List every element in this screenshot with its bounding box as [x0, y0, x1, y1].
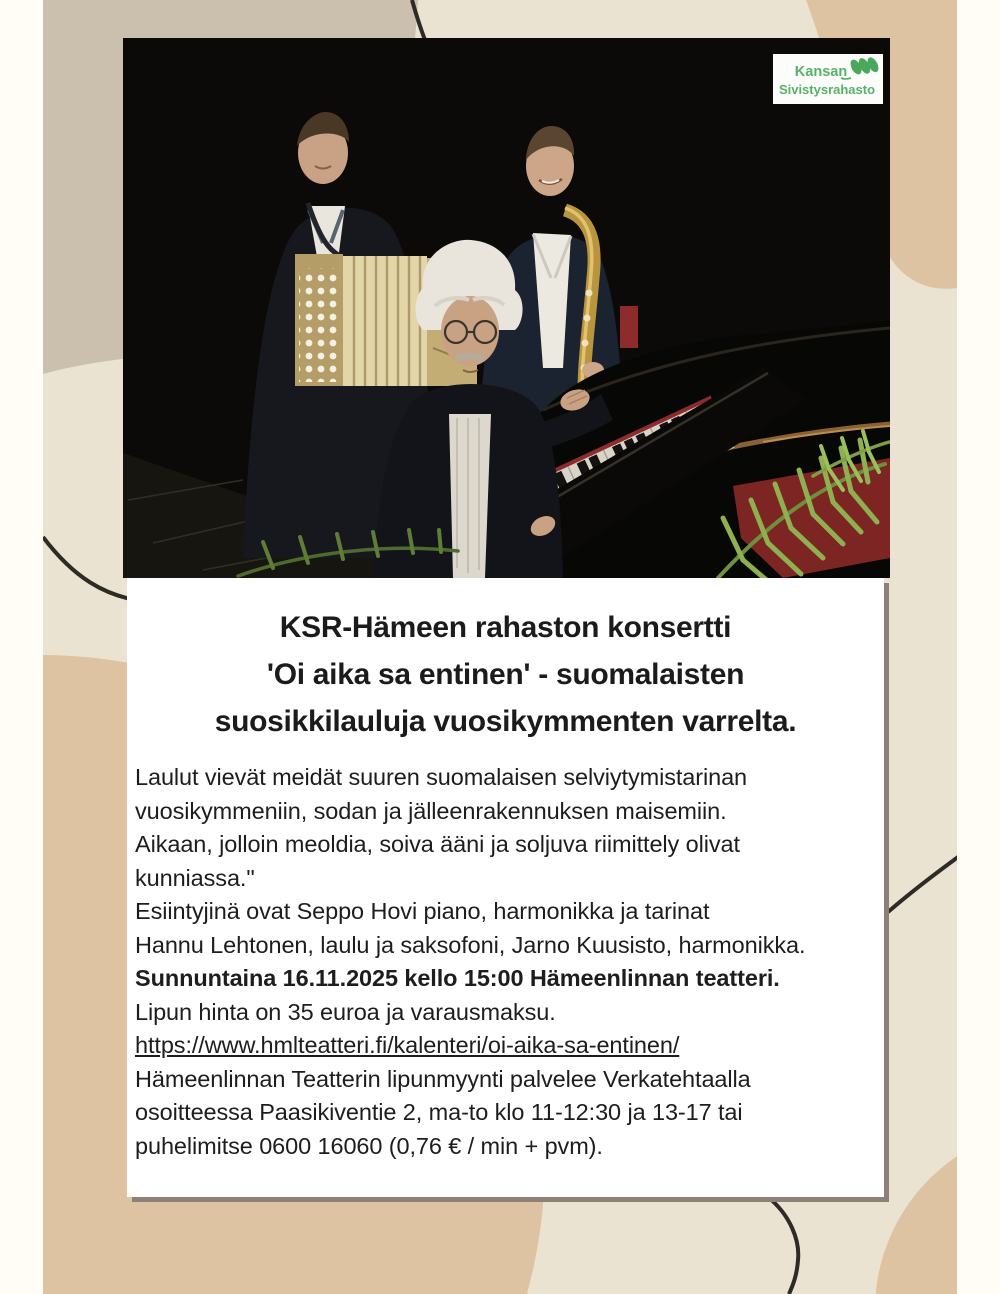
- body-line-3: Aikaan, jolloin meoldia, soiva ääni ja soljuva riimittely olivat: [135, 831, 740, 857]
- box-office-line-2: osoitteessa Paasikiventie 2, ma-to klo 11-12:30 ja 13-17 tai: [135, 1099, 743, 1125]
- body-line-2: vuosikymmeniin, sodan ja jälleenrakennuksen maisemiin.: [135, 797, 727, 824]
- body-line-4: kunniassa.": [135, 864, 255, 891]
- body-line-1: Laulut vievät meidät suuren suomalaisen selviytymistarinan: [135, 764, 748, 790]
- ticket-price: Lipun hinta on 35 euroa ja varausmaksu.: [135, 998, 556, 1025]
- performers-line-1: Esiintyjinä ovat Seppo Hovi piano, harmonikka ja tarinat: [135, 898, 710, 924]
- left-margin: [0, 0, 43, 1294]
- poster-title-line1: KSR-Hämeen rahaston konsertti: [279, 611, 732, 644]
- ticket-link-line: [135, 1029, 876, 1063]
- logo-text-line1: Kansan: [794, 64, 848, 80]
- kansan-sivistysrahasto-logo: [773, 50, 883, 104]
- ticket-link[interactable]: https://www.hmlteatteri.fi/kalenteri/oi-aika-sa-entinen/: [135, 1032, 680, 1058]
- poster-body: [127, 761, 884, 1163]
- logo-text-line2: Sivistysrahasto: [778, 82, 876, 97]
- poster-title: [131, 604, 880, 745]
- event-datetime: Sunnuntaina 16.11.2025 kello 15:00 Hämeenlinnan teatteri.: [135, 965, 780, 991]
- concert-photo: [123, 38, 890, 578]
- text-card: [127, 578, 884, 1197]
- right-margin: [957, 0, 1000, 1294]
- box-office-line-1: Hämeenlinnan Teatterin lipunmyynti palvelee Verkatehtaalla: [135, 1065, 751, 1092]
- poster-title-line2: 'Oi aika sa entinen' - suomalaisten: [266, 658, 745, 691]
- red-cloth: [620, 306, 638, 348]
- poster-title-line3: suosikkilauluja vuosikymmenten varrelta.: [214, 705, 797, 738]
- performers-line-2: Hannu Lehtonen, laulu ja saksofoni, Jarno Kuusisto, harmonikka.: [135, 931, 806, 958]
- box-office-line-3: puhelimitse 0600 16060 (0,76 € / min + pvm).: [135, 1132, 603, 1159]
